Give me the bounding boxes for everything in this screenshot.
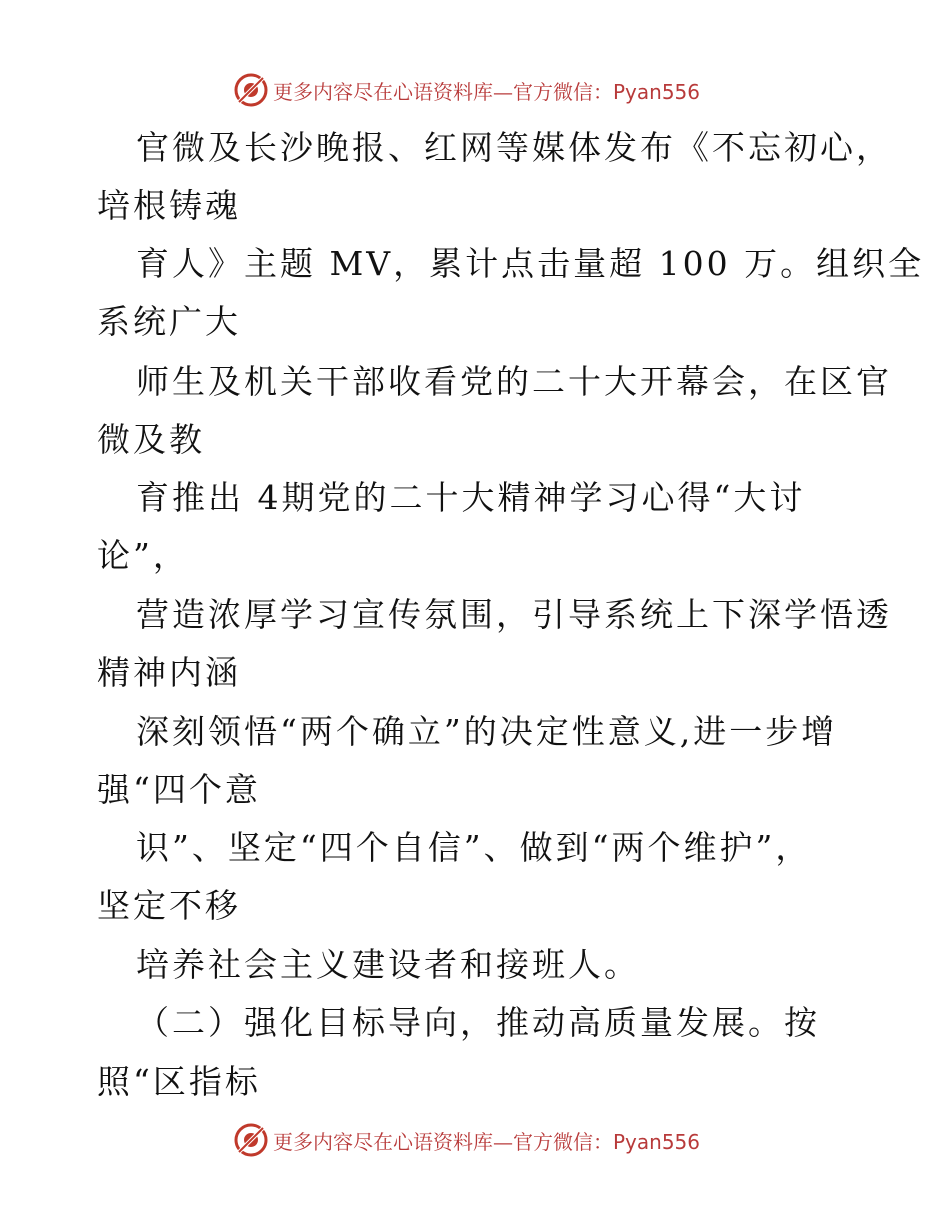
body-line: 微及教 xyxy=(97,420,205,459)
body-line: 培养社会主义建设者和接班人。 xyxy=(136,945,640,984)
body-line: 精神内涵 xyxy=(97,653,241,692)
body-line: 深刻领悟“两个确立”的决定性意义,进一步增 xyxy=(136,712,838,751)
body-line: 培根铸魂 xyxy=(97,186,241,225)
watermark-text: 更多内容尽在心语资料库—官方微信：Pyan556 xyxy=(273,79,701,104)
body-line: 营造浓厚学习宣传氛围，引导系统上下深学悟透 xyxy=(136,595,892,634)
body-line: 强“四个意 xyxy=(97,770,261,809)
body-line: 识”、坚定“四个自信”、做到“两个维护”， xyxy=(136,828,812,867)
body-line: 照“区指标 xyxy=(97,1062,261,1101)
logo-icon xyxy=(233,72,269,108)
watermark-footer xyxy=(233,1122,700,1158)
body-line: 育人》主题 MV，累计点击量超 100 万。组织全 xyxy=(136,244,925,283)
body-line: 系统广大 xyxy=(97,302,241,341)
body-line: （二）强化目标导向，推动高质量发展。按 xyxy=(136,1003,820,1042)
body-line: 育推出 4期党的二十大精神学习心得“大讨 xyxy=(136,478,806,517)
watermark-header xyxy=(233,72,700,108)
body-line: 官微及长沙晚报、红网等媒体发布《不忘初心， xyxy=(136,128,892,167)
body-line: 师生及机关干部收看党的二十大开幕会，在区官 xyxy=(136,362,892,401)
logo-icon xyxy=(233,1122,269,1158)
body-line: 坚定不移 xyxy=(97,886,241,925)
body-line: 论”， xyxy=(97,536,189,575)
watermark-text: 更多内容尽在心语资料库—官方微信：Pyan556 xyxy=(273,1129,701,1154)
